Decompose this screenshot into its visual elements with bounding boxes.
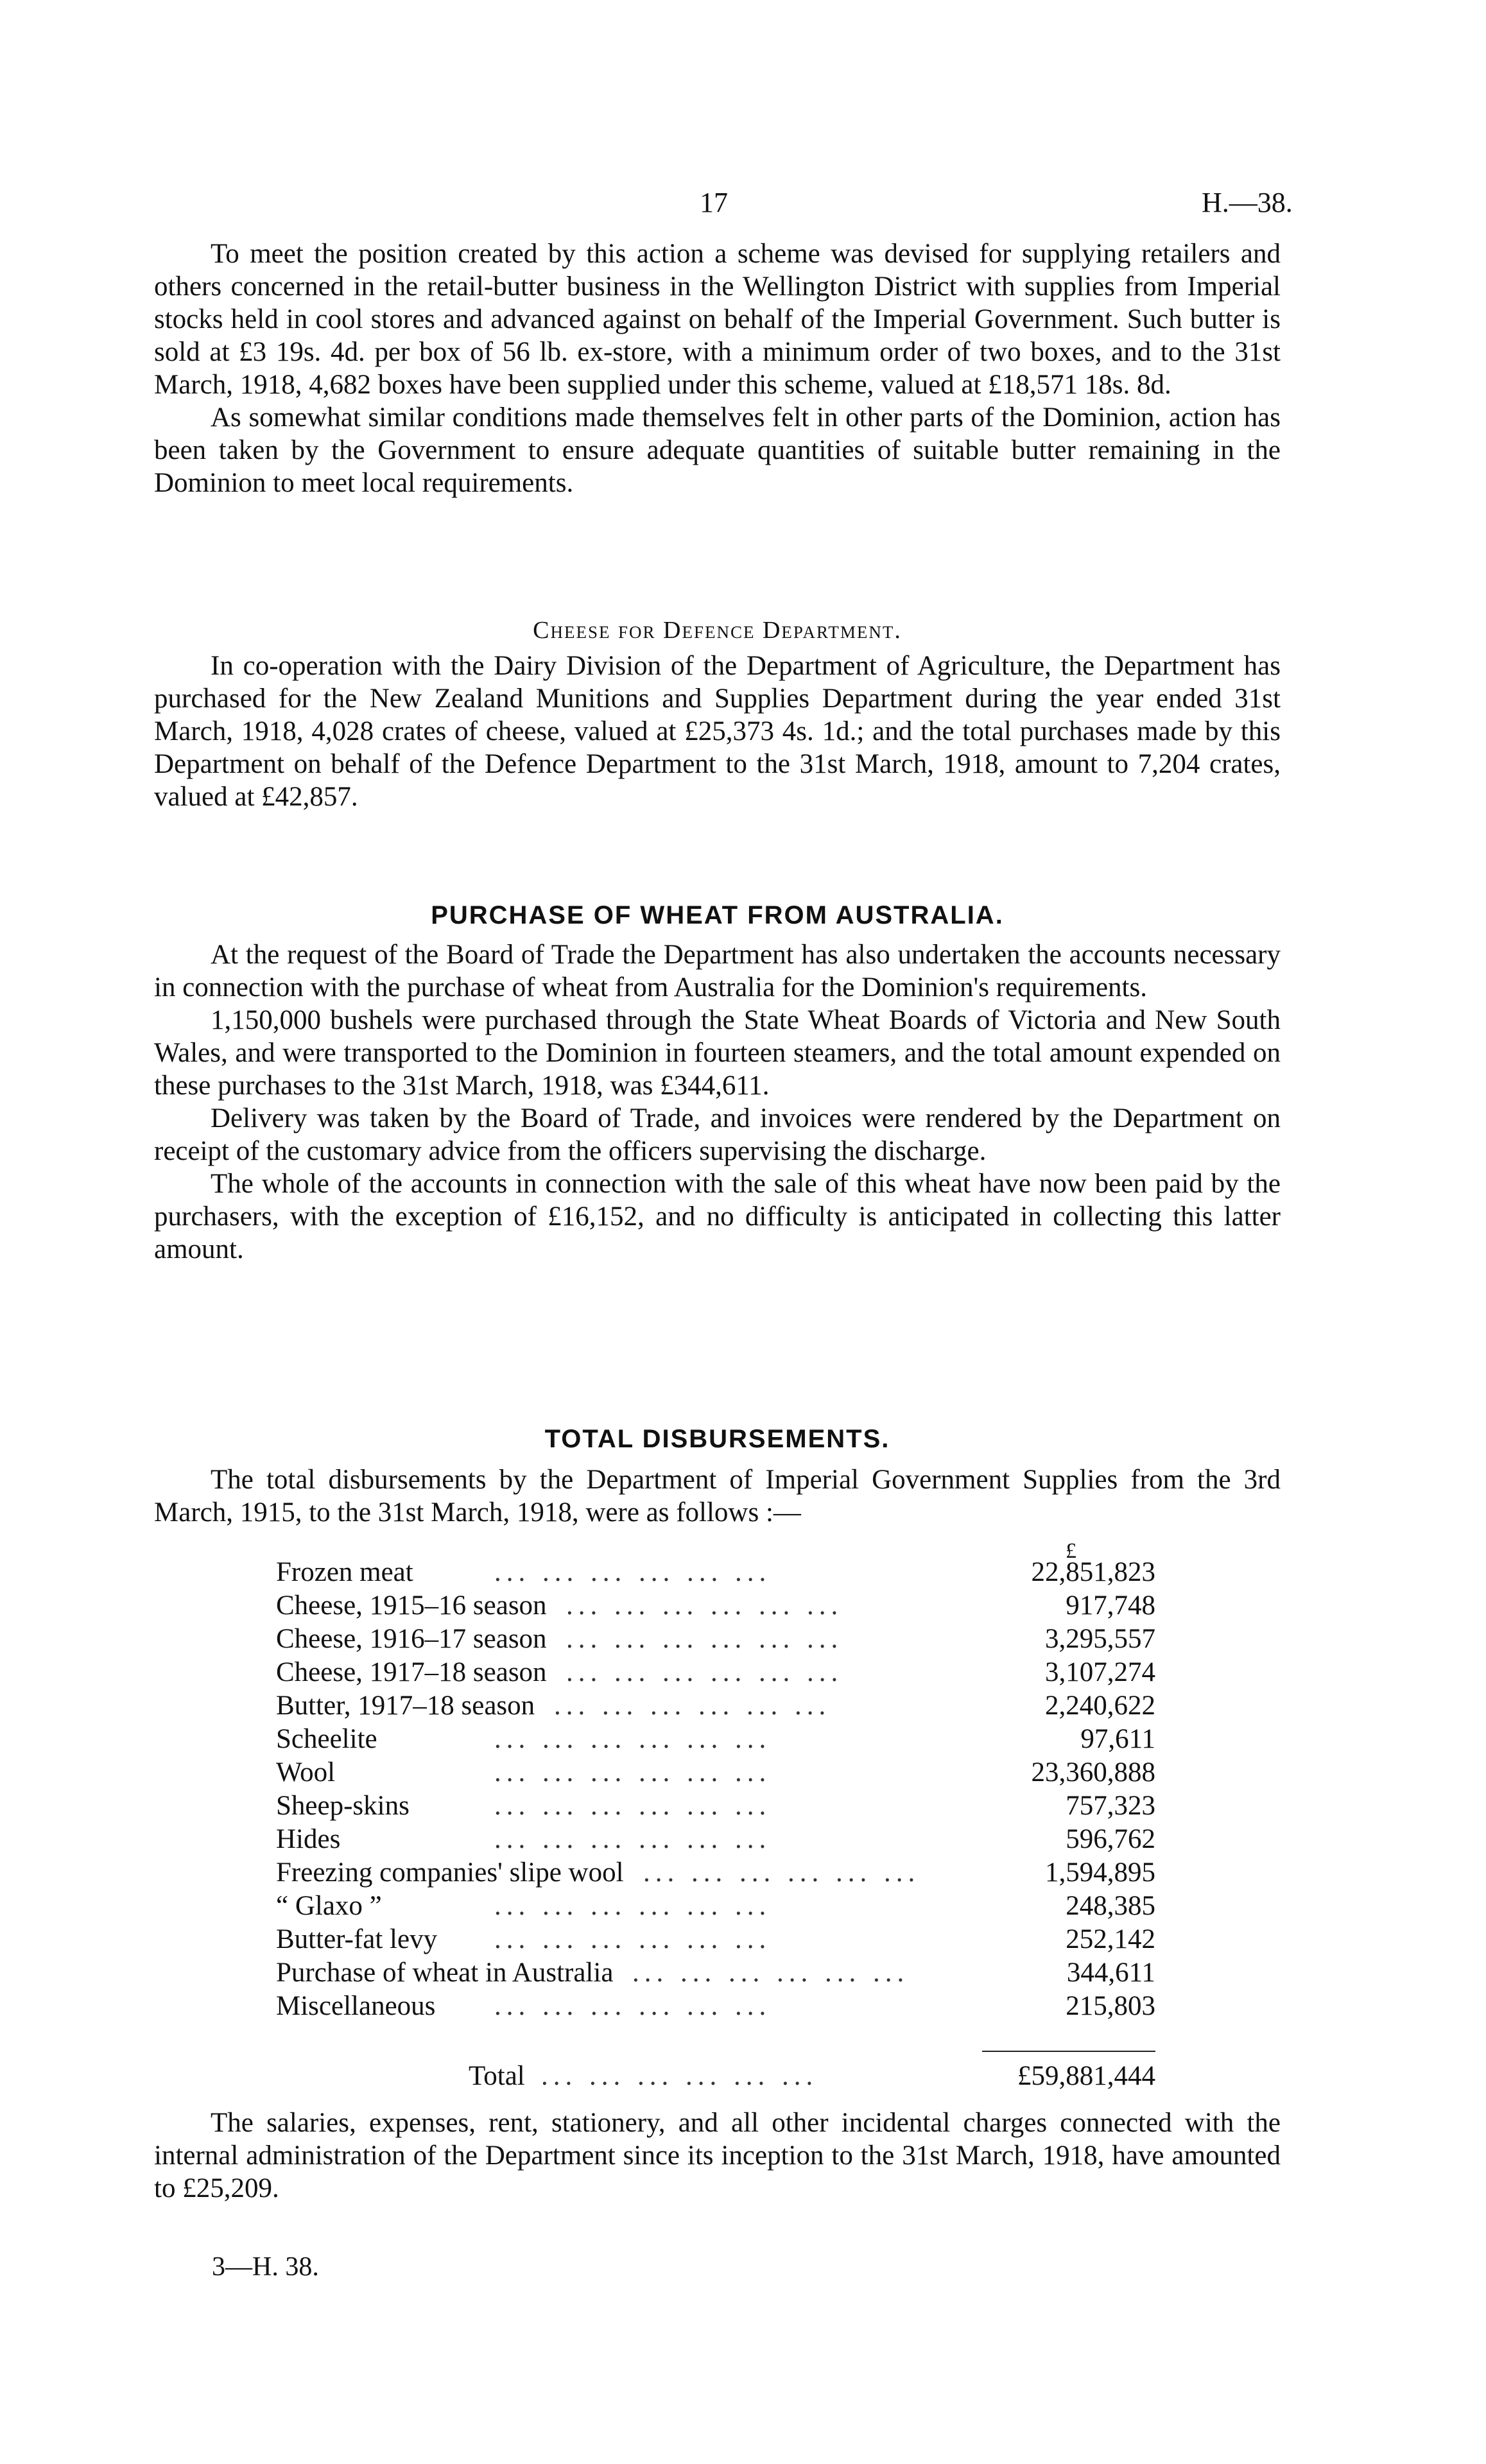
row-amount: 97,611 (1080, 1724, 1155, 1754)
dot-leader: ... ... ... ... ... ... (494, 1824, 772, 1854)
paragraph: The total disbursements by the Department of Imperial Government Supplies from the 3rd March, 1915, to the 31st March, 1918, were as follows :— (154, 1465, 1281, 1528)
paragraph: The salaries, expenses, rent, stationery, and all other incidental charges connected with the internal administration of the Department since its inception to the 31st March, 1918, have amounted to £25,209. (154, 2108, 1281, 2203)
currency-column-header: £ (1066, 1539, 1076, 1563)
row-amount: 2,240,622 (1045, 1691, 1155, 1721)
wheat-text (154, 938, 1281, 1266)
row-label: “ Glaxo ” (276, 1891, 382, 1921)
footer-signature: 3—H. 38. (212, 2252, 319, 2282)
row-label: Cheese, 1917–18 season (276, 1657, 547, 1687)
table-row (276, 1757, 1155, 1790)
disbursements-table (276, 1556, 1155, 2024)
row-amount: 917,748 (1066, 1590, 1155, 1621)
row-amount: 1,594,895 (1045, 1857, 1155, 1888)
disbursements-intro-text (154, 1463, 1281, 1529)
cheese-text (154, 650, 1281, 813)
row-amount: 3,295,557 (1045, 1624, 1155, 1654)
table-row (276, 1890, 1155, 1924)
dot-leader: ... ... ... ... ... ... (494, 1724, 772, 1754)
table-row (276, 1857, 1155, 1890)
dot-leader: ... ... ... ... ... ... (632, 1958, 910, 1988)
dot-leader: ... ... ... ... ... ... (541, 2061, 818, 2091)
dot-leader: ... ... ... ... ... ... (566, 1590, 843, 1621)
row-label: Cheese, 1916–17 season (276, 1624, 547, 1654)
paragraph: Delivery was taken by the Board of Trade, and invoices were rendered by the Department on receipt of the customary advice from the officers supervising the discharge. (154, 1103, 1281, 1166)
disbursements-heading: TOTAL DISBURSEMENTS. (544, 1425, 890, 1453)
paragraph: To meet the position created by this action a scheme was devised for supplying retailers and others concerned in the retail-butter business in the Wellington District with supplies from Imperial stocks held in cool stores and advanced against on behalf of the Imperial Government. Such butter is sold at £3 19s. 4d. per box of 56 lb. ex-store, with a minimum order of two boxes, and to the 31st March, 1918, 4,682 boxes have been supplied under this scheme, valued at £18,571 18s. 8d. (154, 239, 1281, 400)
row-label: Butter, 1917–18 season (276, 1691, 535, 1721)
row-label: Sheep-skins (276, 1791, 410, 1821)
table-row (276, 1723, 1155, 1757)
row-amount: 757,323 (1066, 1791, 1155, 1821)
dot-leader: ... ... ... ... ... ... (566, 1657, 843, 1687)
closing-text (154, 2106, 1281, 2205)
intro-text (154, 237, 1281, 499)
row-label: Purchase of wheat in Australia (276, 1958, 614, 1988)
table-row (276, 1790, 1155, 1823)
table-row (276, 1623, 1155, 1657)
total-label: Total (469, 2061, 525, 2091)
table-row (276, 1556, 1155, 1590)
dot-leader: ... ... ... ... ... ... (494, 1791, 772, 1821)
total-row (469, 2060, 1155, 2094)
table-row (276, 1990, 1155, 2024)
document-reference: H.—38. (1202, 187, 1293, 218)
row-amount: 248,385 (1066, 1891, 1155, 1921)
row-label: Scheelite (276, 1724, 377, 1754)
row-amount: 3,107,274 (1045, 1657, 1155, 1687)
row-amount: 344,611 (1066, 1958, 1155, 1988)
total-amount: £59,881,444 (1017, 2061, 1155, 2091)
page-number: 17 (700, 187, 728, 218)
row-amount: 23,360,888 (1031, 1757, 1155, 1788)
table-row (276, 1823, 1155, 1857)
dot-leader: ... ... ... ... ... ... (494, 1557, 772, 1587)
paragraph: As somewhat similar conditions made themselves felt in other parts of the Dominion, action has been taken by the Government to ensure adequate quantities of suitable butter remaining in the Dominion to meet local requirements. (154, 402, 1281, 498)
row-amount: 22,851,823 (1031, 1557, 1155, 1587)
dot-leader: ... ... ... ... ... ... (643, 1857, 920, 1888)
row-label: Hides (276, 1824, 341, 1854)
cheese-heading: Cheese for Defence Department. (533, 617, 902, 644)
row-amount: 252,142 (1066, 1924, 1155, 1954)
row-amount: 596,762 (1066, 1824, 1155, 1854)
row-label: Butter-fat levy (276, 1924, 438, 1954)
dot-leader: ... ... ... ... ... ... (494, 1891, 772, 1921)
paragraph: 1,150,000 bushels were purchased through the State Wheat Boards of Victoria and New South Wales, and were transported to the Dominion in fourteen steamers, and the total amount expended on these purchases to the 31st March, 1918, was £344,611. (154, 1005, 1281, 1101)
row-label: Freezing companies' slipe wool (276, 1857, 624, 1888)
paragraph: At the request of the Board of Trade the Department has also undertaken the accounts necessary in connection with the purchase of wheat from Australia for the Dominion's requirements. (154, 940, 1281, 1003)
row-label: Frozen meat (276, 1557, 413, 1587)
dot-leader: ... ... ... ... ... ... (554, 1691, 831, 1721)
row-label: Wool (276, 1757, 336, 1788)
paragraph: In co-operation with the Dairy Division of the Department of Agriculture, the Department has purchased for the New Zealand Munitions and Supplies Department during the year ended 31st March, 1918, 4,028 crates of cheese, valued at £25,373 4s. 1d.; and the total purchases made by this Department on behalf of the Defence Department to the 31st March, 1918, amount to 7,204 crates, valued at £42,857. (154, 651, 1281, 812)
dot-leader: ... ... ... ... ... ... (566, 1624, 843, 1654)
row-label: Miscellaneous (276, 1991, 436, 2021)
table-row (276, 1590, 1155, 1623)
dot-leader: ... ... ... ... ... ... (494, 1757, 772, 1788)
dot-leader: ... ... ... ... ... ... (494, 1924, 772, 1954)
row-label: Cheese, 1915–16 season (276, 1590, 547, 1621)
total-rule (982, 2051, 1155, 2052)
wheat-heading: PURCHASE OF WHEAT FROM AUSTRALIA. (431, 901, 1004, 929)
dot-leader: ... ... ... ... ... ... (494, 1991, 772, 2021)
table-row (276, 1957, 1155, 1990)
row-amount: 215,803 (1066, 1991, 1155, 2021)
table-row (276, 1690, 1155, 1723)
table-row (276, 1924, 1155, 1957)
table-row (276, 1657, 1155, 1690)
paragraph: The whole of the accounts in connection with the sale of this wheat have now been paid by the purchasers, with the exception of £16,152, and no difficulty is anticipated in collecting this latter amount. (154, 1169, 1281, 1264)
